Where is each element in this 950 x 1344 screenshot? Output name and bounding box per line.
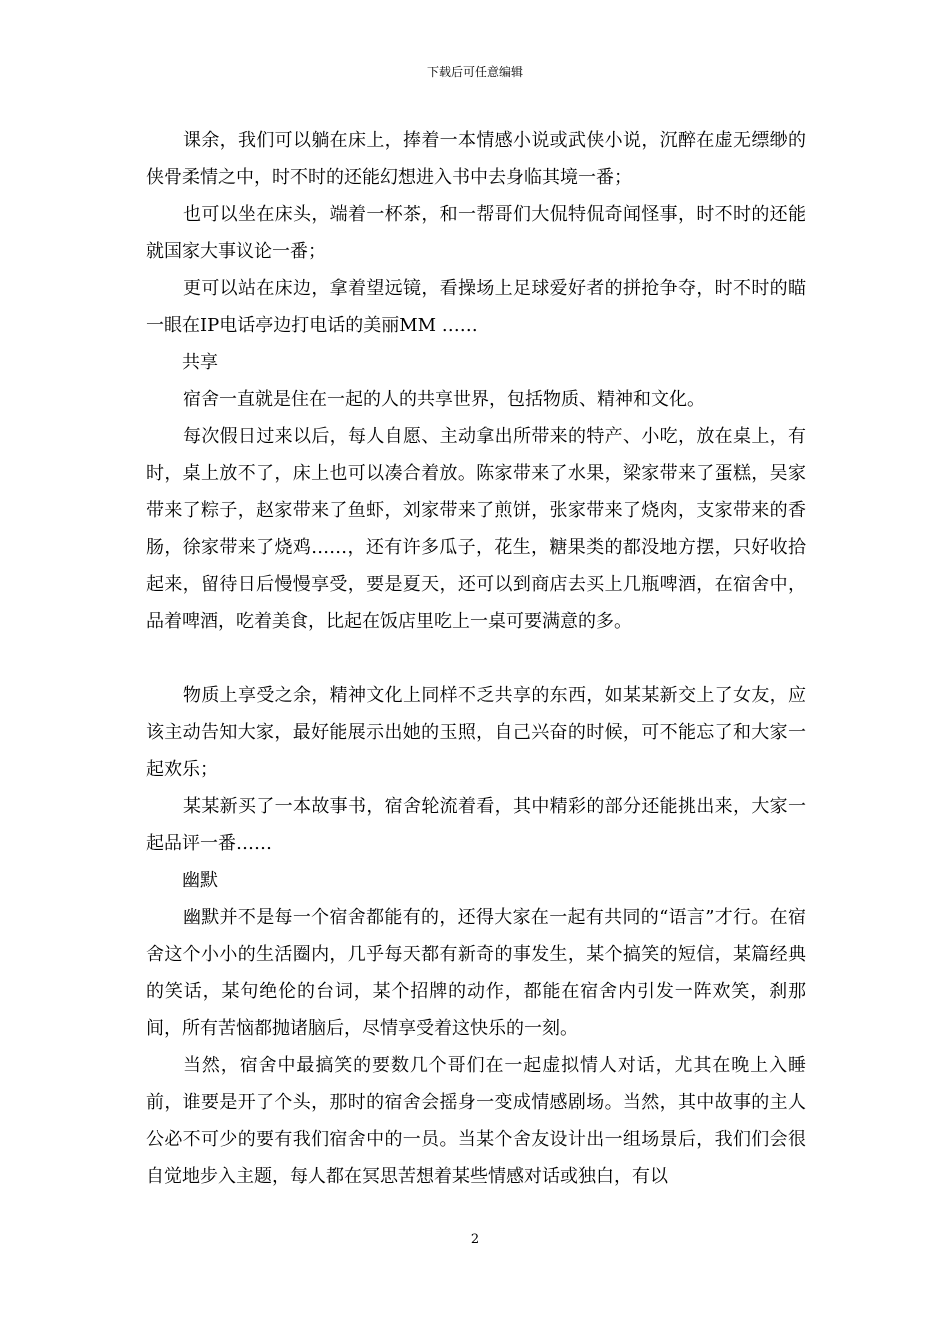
page-number: 2 [470,1232,480,1247]
page-header: 下载后可任意编辑 [426,65,523,79]
paragraph-leisure-reading: 课余，我们可以躺在床上，捧着一本情感小说或武侠小说，沉醉在虚无缥缈的侠骨柔情之中，时不时的还能幻想进入书中去身临其境一番； [146,130,806,188]
paragraph-sharing-book: 某某新买了一本故事书，宿舍轮流着看，其中精彩的部分还能挑出来，大家一起品评一番…… [146,796,806,854]
document-body [146,122,806,1195]
paragraph-humor-dialogue: 当然，宿舍中最搞笑的要数几个哥们在一起虚拟情人对话，尤其在晚上入睡前，谁要是开了个头，那时的宿舍会摇身一变成情感剧场。当然，其中故事的主人公必不可少的要有我们宿舍中的一员。当某个舍友设计出一组场景后，我们们会很自觉地步入主题，每人都在冥思苦想着某些情感对话或独白，有以 [146,1055,806,1187]
paragraph-sharing-spirit: 物质上享受之余，精神文化上同样不乏共享的东西，如某某新交上了女友，应该主动告知大家，最好能展示出她的玉照，自己兴奋的时候，可不能忘了和大家一起欢乐； [146,685,806,780]
paragraph-sharing-food: 每次假日过来以后，每人自愿、主动拿出所带来的特产、小吃，放在桌上，有时，桌上放不了，床上也可以凑合着放。陈家带来了水果，梁家带来了蛋糕，吴家带来了粽子，赵家带来了鱼虾，刘家带来了煎饼，张家带来了烧肉，支家带来的香肠，徐家带来了烧鸡……，还有许多瓜子，花生，糖果类的都没地方摆，只好收拾起来，留待日后慢慢享受，要是夏天，还可以到商店去买上几瓶啤酒，在宿舍中，品着啤酒，吃着美食，比起在饭店里吃上一桌可要满意的多。 [146,426,806,632]
paragraph-leisure-chat: 也可以坐在床头，端着一杯茶，和一帮哥们大侃特侃奇闻怪事，时不时的还能就国家大事议论一番； [146,204,806,262]
section-heading-humor: 幽默 [182,870,218,891]
paragraph-sharing-intro: 宿舍一直就是住在一起的人的共享世界，包括物质、精神和文化。 [183,389,705,410]
section-heading-sharing: 共享 [182,352,218,373]
blank-line [146,640,806,677]
paragraph-leisure-watching: 更可以站在床边，拿着望远镜，看操场上足球爱好者的拼抢争夺，时不时的瞄一眼在IP电话亭边打电话的美丽MM …… [146,278,806,336]
paragraph-humor-intro: 幽默并不是每一个宿舍都能有的，还得大家在一起有共同的“语言”才行。在宿舍这个小小的生活圈内，几乎每天都有新奇的事发生，某个搞笑的短信，某篇经典的笑话，某句绝伦的台词，某个招牌的动作，都能在宿舍内引发一阵欢笑，刹那间，所有苦恼都抛诸脑后，尽情享受着这快乐的一刻。 [146,907,806,1039]
